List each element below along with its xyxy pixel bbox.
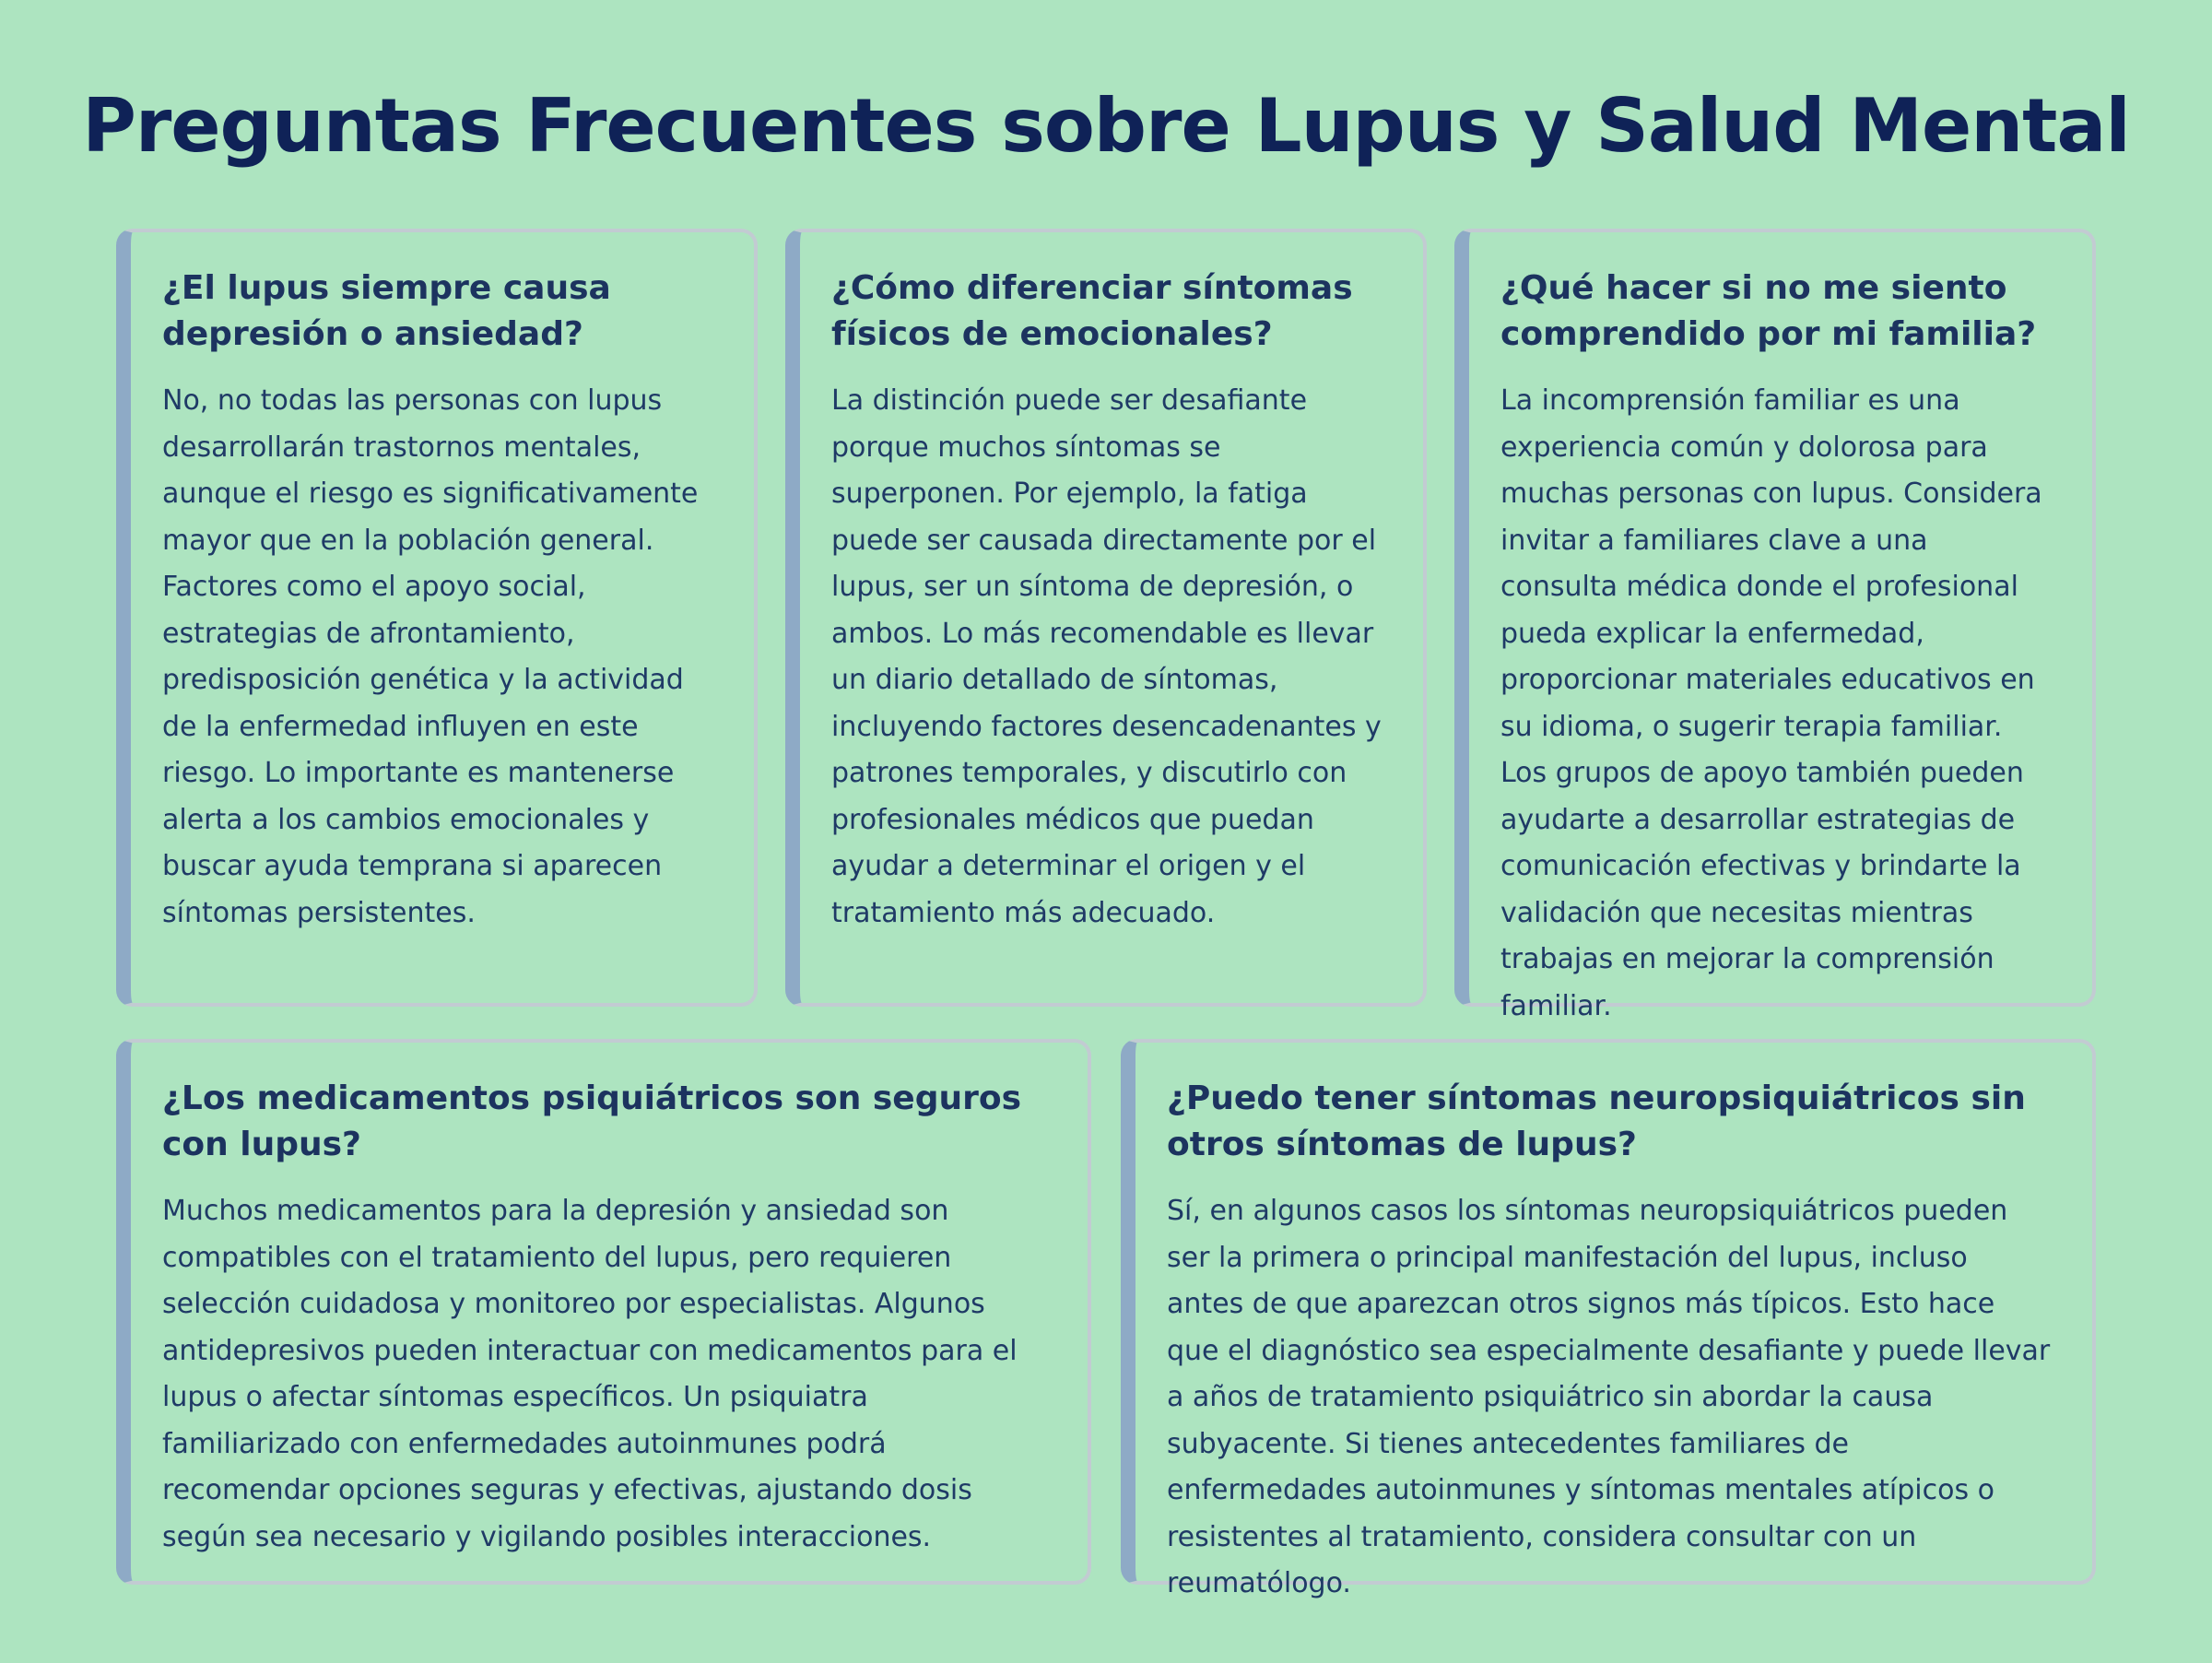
faq-question: ¿Qué hacer si no me siento comprendido por mi familia? bbox=[1500, 269, 2037, 353]
faq-answer: Sí, en algunos casos los síntomas neuropsiquiátricos pueden ser la primera o principal manifestación del lupus, incluso antes de que aparezcan otros signos más típicos. Esto hace que el diagnóstico sea especialmente desafiante y puede llevar a años de tratamiento psiquiátrico sin abordar la causa subyacente. Si tienes antecedentes familiares de enfermedades autoinmunes y síntomas mentales atípicos o resistentes al tratamiento, considera consultar con un reumatólogo. bbox=[1167, 1195, 2051, 1599]
faq-card bbox=[1454, 229, 2096, 1022]
faq-question: ¿Los medicamentos psiquiátricos son seguros con lupus? bbox=[162, 1079, 1022, 1163]
faq-card bbox=[116, 229, 758, 1007]
faq-answer: La incomprensión familiar es una experiencia común y dolorosa para muchas personas con lupus. Considera invitar a familiares clave a una consulta médica donde el profesional pueda explicar la enfermedad, proporcionar materiales educativos en su idioma, o sugerir terapia familiar. Los grupos de apoyo también pueden ayudarte a desarrollar estrategias de comunicación efectivas y brindarte la validación que necesitas mientras trabajas en mejorar la comprensión familiar. bbox=[1500, 384, 2042, 1022]
page-title: Preguntas Frecuentes sobre Lupus y Salud Mental bbox=[82, 83, 2130, 169]
faq-card bbox=[785, 229, 1427, 1007]
faq-answer: No, no todas las personas con lupus desarrollarán trastornos mentales, aunque el riesgo es significativamente mayor que en la población general. Factores como el apoyo social, estrategias de afrontamiento, predisposición genética y la actividad de la enfermedad influyen en este riesgo. Lo importante es mantenerse alerta a los cambios emocionales y buscar ayuda temprana si aparecen síntomas persistentes. bbox=[162, 384, 699, 929]
faq-question: ¿Puedo tener síntomas neuropsiquiátricos sin otros síntomas de lupus? bbox=[1167, 1079, 2026, 1163]
faq-answer: La distinción puede ser desafiante porque muchos síntomas se superponen. Por ejemplo, la fatiga puede ser causada directamente por el lupus, ser un síntoma de depresión, o ambos. Lo más recomendable es llevar un diario detallado de síntomas, incluyendo factores desencadenantes y patrones temporales, y discutirlo con profesionales médicos que puedan ayudar a determinar el origen y el tratamiento más adecuado. bbox=[831, 384, 1382, 929]
faq-answer: Muchos medicamentos para la depresión y ansiedad son compatibles con el tratamiento del lupus, pero requieren selección cuidadosa y monitoreo por especialistas. Algunos antidepresivos pueden interactuar con medicamentos para el lupus o afectar síntomas específicos. Un psiquiatra familiarizado con enfermedades autoinmunes podrá recomendar opciones seguras y efectivas, ajustando dosis según sea necesario y vigilando posibles interacciones. bbox=[162, 1195, 1018, 1553]
faq-card bbox=[116, 1039, 1091, 1585]
faq-question: ¿Cómo diferenciar síntomas físicos de emocionales? bbox=[831, 269, 1353, 353]
faq-card bbox=[1121, 1039, 2096, 1599]
faq-question: ¿El lupus siempre causa depresión o ansiedad? bbox=[162, 269, 611, 353]
